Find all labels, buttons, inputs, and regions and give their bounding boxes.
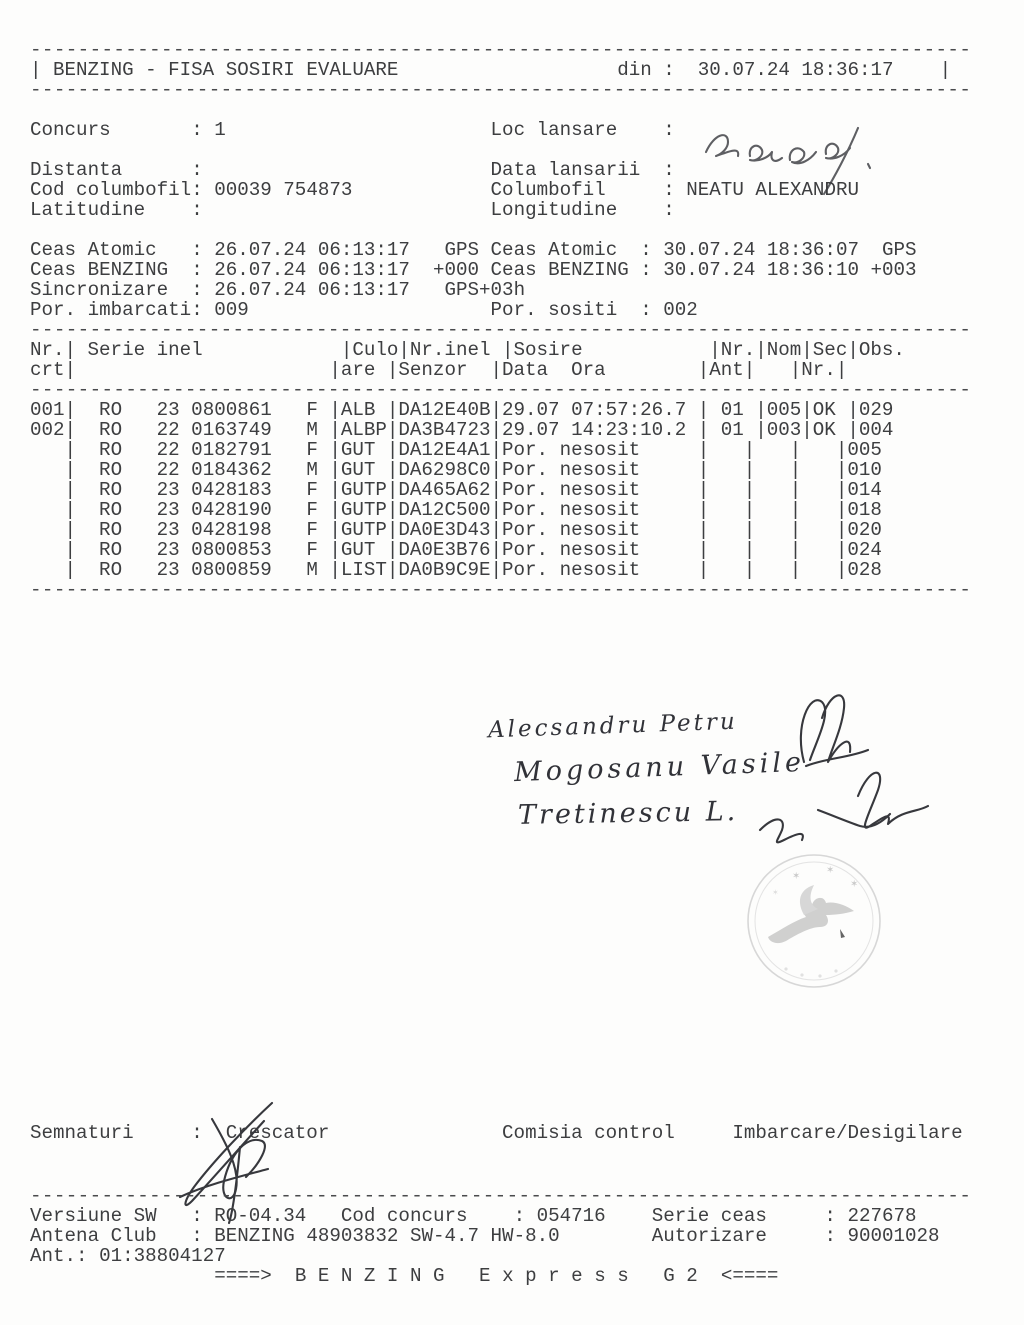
cell-sec xyxy=(801,440,836,460)
club-stamp xyxy=(744,851,884,991)
pipe-separator xyxy=(847,400,859,420)
colon-separator xyxy=(191,200,214,220)
distanta-label: Distanta xyxy=(30,159,123,181)
cell-sec: OK xyxy=(812,399,836,421)
colon-separator xyxy=(824,1206,847,1226)
pipe-separator xyxy=(744,540,756,560)
serie-ceas-value: 227678 xyxy=(847,1205,917,1227)
cell-sec xyxy=(801,560,836,580)
sincronizare-value: 26.07.24 06:13:17 GPS+03h xyxy=(214,279,526,301)
cell-culoare: ALB xyxy=(340,399,376,421)
pipe-separator xyxy=(744,480,756,500)
colon-separator xyxy=(514,1206,537,1226)
cell-serie: RO 23 0428183 F xyxy=(76,479,318,501)
pipe-separator xyxy=(755,340,767,360)
antena-club-value: BENZING 48903832 SW-4.7 HW-8.0 xyxy=(214,1225,560,1247)
comisia-control-label: Comisia control xyxy=(502,1122,675,1144)
pipe-separator xyxy=(836,360,848,380)
dashed-divider: ------------------------------------------------------------------------------- xyxy=(30,319,972,341)
cell-culoare: GUTP xyxy=(340,479,387,501)
cell-crt xyxy=(30,520,65,540)
colon-separator xyxy=(191,1206,214,1226)
dashed-divider: ------------------------------------------------------------------------------- xyxy=(30,579,972,601)
col-culoare: Culo xyxy=(352,339,399,361)
pipe-separator xyxy=(744,440,756,460)
pipe-separator xyxy=(847,340,859,360)
longitudine-label: Longitudine xyxy=(490,199,618,221)
latitudine-label: Latitudine xyxy=(30,199,146,221)
ceas-atomic-left-value: 26.07.24 06:13:17 GPS xyxy=(214,239,480,261)
pipe-separator xyxy=(329,540,341,560)
cell-crt: 002 xyxy=(30,419,65,441)
pipe-separator xyxy=(65,420,77,440)
colon-separator xyxy=(663,180,686,200)
clock-row-sincronizare xyxy=(30,280,971,300)
ceas-benzing-left-value: 26.07.24 06:13:17 +000 xyxy=(214,259,480,281)
colon-separator xyxy=(663,60,698,80)
cell-sosire: 29.07 14:23:10.2 xyxy=(502,419,687,441)
pipe-separator xyxy=(491,560,503,580)
table-row xyxy=(30,560,971,580)
ceas-benzing-label: Ceas BENZING xyxy=(30,259,169,281)
pipe-separator xyxy=(65,400,77,420)
ant-value: 01:38804127 xyxy=(99,1245,226,1267)
clock-row-porumbei xyxy=(30,300,971,320)
colon-separator xyxy=(663,120,686,140)
handwritten-name-1: Alecsandru Petru xyxy=(487,708,739,744)
pipe-separator xyxy=(65,340,77,360)
pipe-separator xyxy=(341,340,353,360)
cell-sosire: Por. nesosit xyxy=(502,439,641,461)
colon-separator xyxy=(191,300,214,320)
col-crt: crt xyxy=(30,359,65,381)
table-row xyxy=(30,520,971,540)
cell-serie: RO 23 0428190 F xyxy=(76,499,318,521)
cod-concurs-label: Cod concurs xyxy=(340,1205,468,1227)
svg-text:✶: ✶ xyxy=(792,871,801,882)
cell-obs: 028 xyxy=(847,559,882,581)
pipe-separator xyxy=(491,540,503,560)
clock-row-atomic xyxy=(30,240,971,260)
table-header-row-1 xyxy=(30,340,971,360)
colon-separator xyxy=(663,160,686,180)
pipe-separator xyxy=(387,560,399,580)
pipe-separator xyxy=(698,400,710,420)
cell-crt xyxy=(30,460,65,480)
cell-crt xyxy=(30,540,65,560)
cell-ant: 01 xyxy=(720,419,744,441)
colon-separator xyxy=(191,260,214,280)
pipe-separator xyxy=(491,500,503,520)
pipe-separator xyxy=(836,480,848,500)
colon-separator xyxy=(76,1246,99,1266)
latitudine-value-empty xyxy=(214,200,490,220)
pipe-separator xyxy=(387,540,399,560)
cell-obs: 020 xyxy=(847,519,882,541)
cell-senzor: DA3B4723 xyxy=(398,419,491,441)
pipe-separator xyxy=(698,360,710,380)
por-imbarcati-label: Por. imbarcati xyxy=(30,299,192,321)
benzing-express-banner: ====> B E N Z I N G E x p r e s s G 2 <==== xyxy=(214,1265,779,1287)
cell-culoare: ALBP xyxy=(340,419,387,441)
table-row xyxy=(30,480,971,500)
pipe-separator xyxy=(491,400,503,420)
table-row xyxy=(30,400,971,420)
pipe-separator xyxy=(387,500,399,520)
cell-nom xyxy=(755,440,790,460)
concurs-label: Concurs xyxy=(30,119,111,141)
pipe-separator xyxy=(65,500,77,520)
cell-ant xyxy=(709,520,744,540)
cell-culoare: GUT xyxy=(340,459,376,481)
cell-obs: 004 xyxy=(858,419,894,441)
pipe-separator xyxy=(836,560,848,580)
antena-club-label: Antena Club xyxy=(30,1225,157,1247)
cell-crt xyxy=(30,560,65,580)
col-serie: Serie inel xyxy=(87,339,203,361)
pipe-separator xyxy=(698,420,710,440)
pipe-separator xyxy=(698,460,710,480)
pipe-separator xyxy=(387,480,399,500)
pipe-separator xyxy=(329,440,341,460)
cell-sosire: Por. nesosit xyxy=(502,539,641,561)
cell-obs: 018 xyxy=(847,499,882,521)
cell-sosire: Por. nesosit xyxy=(502,499,641,521)
col-sosire: Sosire xyxy=(513,339,583,361)
pipe-separator xyxy=(329,400,341,420)
semnaturi-label: Semnaturi xyxy=(30,1122,134,1144)
columbofil-value: NEATU ALEXANDRU xyxy=(686,179,859,201)
cell-nom xyxy=(755,500,790,520)
pipe-separator xyxy=(65,360,77,380)
cell-sec xyxy=(801,520,836,540)
columbofil-label: Columbofil xyxy=(490,179,606,201)
cell-senzor: DA0B9C9E xyxy=(398,559,491,581)
versiune-sw-label: Versiune SW xyxy=(30,1205,157,1227)
pipe-separator xyxy=(65,560,77,580)
cell-sec: OK xyxy=(812,419,836,441)
versiune-sw-value: RO-04.34 xyxy=(214,1205,307,1227)
pipe-separator xyxy=(65,460,77,480)
table-row xyxy=(30,460,971,480)
pipe-separator xyxy=(801,400,813,420)
cell-obs: 010 xyxy=(847,459,882,481)
ceas-atomic-right-value: 30.07.24 18:36:07 GPS xyxy=(663,239,917,261)
handwritten-name-2: Mogosanu Vasile xyxy=(513,746,806,789)
cell-culoare: GUTP xyxy=(340,499,387,521)
por-sositi-value: 002 xyxy=(663,299,698,321)
ceas-atomic-label-right: Ceas Atomic xyxy=(490,239,618,261)
pipe-separator xyxy=(698,500,710,520)
cell-nom xyxy=(755,520,790,540)
pipe-separator xyxy=(398,340,410,360)
col-senzor: Senzor xyxy=(398,359,468,381)
col-ant: Nr. xyxy=(720,339,756,361)
por-sositi-label: Por. sositi xyxy=(490,299,618,321)
pipe-separator xyxy=(744,360,756,380)
pipe-separator xyxy=(790,440,802,460)
cell-serie: RO 22 0184362 M xyxy=(76,459,318,481)
ant-label: Ant. xyxy=(30,1245,77,1267)
table-header-row-2 xyxy=(30,360,971,380)
pipe-separator xyxy=(801,420,813,440)
pipe-separator xyxy=(329,360,341,380)
cell-sec xyxy=(801,460,836,480)
blank-line xyxy=(30,220,971,240)
cell-culoare: GUT xyxy=(340,439,376,461)
serie-ceas-label: Serie ceas xyxy=(651,1205,767,1227)
cell-sec xyxy=(801,480,836,500)
cell-ant xyxy=(709,540,744,560)
cell-sosire: 29.07 07:57:26.7 xyxy=(502,399,687,421)
cell-ant xyxy=(709,500,744,520)
pipe-separator xyxy=(836,520,848,540)
pipe-separator xyxy=(836,540,848,560)
pipe-separator xyxy=(698,480,710,500)
pipe-separator xyxy=(65,440,77,460)
pipe-separator xyxy=(491,440,503,460)
cell-nom: 005 xyxy=(766,399,802,421)
col-ant: Ant xyxy=(709,359,744,381)
cell-crt: 001 xyxy=(30,399,65,421)
cell-serie: RO 22 0163749 M xyxy=(76,419,318,441)
pipe-separator xyxy=(790,480,802,500)
cell-culoare: GUTP xyxy=(340,519,387,541)
table-row xyxy=(30,500,971,520)
dashed-divider: ------------------------------------------------------------------------------- xyxy=(30,79,972,101)
pipe-separator xyxy=(491,520,503,540)
pipe-separator xyxy=(387,440,399,460)
pipe-separator xyxy=(698,560,710,580)
print-date-label: din xyxy=(617,59,652,81)
sincronizare-label: Sincronizare xyxy=(30,279,169,301)
pipe-separator xyxy=(491,480,503,500)
pipe-separator xyxy=(65,520,77,540)
cell-serie: RO 23 0800861 F xyxy=(76,399,318,421)
colon-separator xyxy=(191,180,214,200)
cell-crt xyxy=(30,440,65,460)
col-nom xyxy=(755,360,790,380)
handwritten-name-3: Tretinescu L. xyxy=(517,796,739,831)
col-culoare: are xyxy=(340,359,376,381)
cell-ant xyxy=(709,560,744,580)
pipe-separator xyxy=(329,520,341,540)
ink-speck xyxy=(840,929,845,938)
pipe-separator xyxy=(65,480,77,500)
pipe-separator xyxy=(836,440,848,460)
pipe-separator xyxy=(790,520,802,540)
cod-columbofil-value: 00039 754873 xyxy=(214,179,353,201)
cell-crt xyxy=(30,480,65,500)
pipe-separator xyxy=(755,400,767,420)
cell-senzor: DA12E4A1 xyxy=(398,439,491,461)
colon-separator xyxy=(640,260,663,280)
pipe-separator xyxy=(329,460,341,480)
col-serie xyxy=(76,360,329,380)
dashed-divider: ------------------------------------------------------------------------------- xyxy=(30,1185,972,1207)
report-header-line xyxy=(30,60,971,80)
cell-sec xyxy=(801,500,836,520)
pipe-separator xyxy=(836,460,848,480)
svg-text:✶: ✶ xyxy=(772,888,779,897)
por-imbarcati-value: 009 xyxy=(214,299,249,321)
col-crt: Nr. xyxy=(30,339,65,361)
dashed-divider: ------------------------------------------------------------------------------- xyxy=(30,379,972,401)
cell-senzor: DA0E3B76 xyxy=(398,539,491,561)
cell-sosire: Por. nesosit xyxy=(502,519,641,541)
autorizare-value: 90001028 xyxy=(847,1225,940,1247)
clock-row-benzing xyxy=(30,260,971,280)
col-obs xyxy=(847,360,893,380)
pipe-separator xyxy=(790,540,802,560)
sheet-footer-block xyxy=(30,1186,971,1286)
cell-senzor: DA465A62 xyxy=(398,479,491,501)
svg-text:✶: ✶ xyxy=(850,879,859,890)
col-sosire: Data Ora xyxy=(502,359,606,381)
cell-ant xyxy=(709,480,744,500)
pipe-separator xyxy=(790,460,802,480)
cell-nom: 003 xyxy=(766,419,802,441)
svg-text:✶: ✶ xyxy=(826,865,835,876)
pipe-separator xyxy=(790,500,802,520)
ceas-benzing-right-value: 30.07.24 18:36:10 +003 xyxy=(663,259,917,281)
report-title: BENZING - FISA SOSIRI EVALUARE xyxy=(53,59,399,81)
pipe-separator xyxy=(790,360,802,380)
signature-committee-2 xyxy=(820,752,940,852)
cell-senzor: DA12C500 xyxy=(398,499,491,521)
col-sec: Sec xyxy=(812,339,848,361)
table-row xyxy=(30,440,971,460)
loc-lansare-label: Loc lansare xyxy=(490,119,618,141)
cell-obs: 024 xyxy=(847,539,882,561)
cell-senzor: DA0E3D43 xyxy=(398,519,491,541)
ceas-benzing-label-right: Ceas BENZING xyxy=(490,259,629,281)
data-lansarii-label: Data lansarii xyxy=(490,159,641,181)
colon-separator xyxy=(191,240,214,260)
distanta-value-empty xyxy=(214,160,490,180)
cell-nom xyxy=(755,560,790,580)
colon-separator xyxy=(640,240,663,260)
pipe-separator xyxy=(709,340,721,360)
pipe-separator xyxy=(698,520,710,540)
print-date-value: 30.07.24 18:36:17 xyxy=(697,59,894,81)
cod-columbofil-label: Cod columbofil xyxy=(30,179,192,201)
autorizare-label: Autorizare xyxy=(651,1225,767,1247)
footer-row-1 xyxy=(30,1206,971,1226)
colon-separator xyxy=(191,120,214,140)
pipe-separator xyxy=(329,480,341,500)
pipe-separator xyxy=(387,400,399,420)
pipe-separator xyxy=(744,500,756,520)
cell-obs: 029 xyxy=(858,399,894,421)
cell-senzor: DA6298C0 xyxy=(398,459,491,481)
pipe-separator xyxy=(801,340,813,360)
cell-nom xyxy=(755,480,790,500)
col-senzor: Nr.inel xyxy=(409,339,491,361)
pipe-separator xyxy=(329,560,341,580)
crescator-label: Crescator xyxy=(225,1122,330,1144)
cell-culoare: LIST xyxy=(340,559,387,581)
col-obs: Obs. xyxy=(858,339,905,361)
pipe-separator xyxy=(698,540,710,560)
dashed-divider: ------------------------------------------------------------------------------- xyxy=(30,39,972,61)
cell-sosire: Por. nesosit xyxy=(502,559,641,581)
pipe-separator xyxy=(387,360,399,380)
colon-separator xyxy=(191,160,214,180)
cell-crt xyxy=(30,500,65,520)
concurs-value: 1 xyxy=(214,119,226,141)
cell-sosire: Por. nesosit xyxy=(502,459,641,481)
ceas-atomic-label: Ceas Atomic xyxy=(30,239,157,261)
cell-sec xyxy=(801,540,836,560)
colon-separator xyxy=(663,200,686,220)
pipe-separator xyxy=(847,420,859,440)
pipe-separator xyxy=(387,420,399,440)
cell-sosire: Por. nesosit xyxy=(502,479,641,501)
table-row xyxy=(30,540,971,560)
colon-separator xyxy=(191,280,214,300)
pipe-separator xyxy=(65,540,77,560)
spacer xyxy=(894,60,940,80)
pipe-separator xyxy=(755,420,767,440)
footer-row-3 xyxy=(30,1246,971,1266)
col-nom: Nom xyxy=(766,339,802,361)
pipe-separator xyxy=(329,420,341,440)
colon-separator xyxy=(640,300,663,320)
pipe-separator xyxy=(698,440,710,460)
pipe-separator xyxy=(387,520,399,540)
pipe-separator xyxy=(744,460,756,480)
pipe-separator xyxy=(30,60,42,80)
cell-nom xyxy=(755,540,790,560)
pipe-separator xyxy=(744,520,756,540)
handwritten-loc-lansare xyxy=(698,112,898,207)
cell-serie: RO 23 0800853 F xyxy=(76,539,318,561)
pipe-separator xyxy=(836,500,848,520)
cell-nom xyxy=(755,460,790,480)
pipe-separator xyxy=(744,560,756,580)
colon-separator xyxy=(191,1226,214,1246)
pipe-separator xyxy=(491,420,503,440)
pipe-separator xyxy=(491,360,503,380)
cell-serie: RO 23 0428198 F xyxy=(76,519,318,541)
table-row xyxy=(30,420,971,440)
cell-serie: RO 23 0800859 M xyxy=(76,559,318,581)
col-sec: Nr. xyxy=(801,359,836,381)
colon-separator xyxy=(824,1226,847,1246)
pipe-separator xyxy=(387,460,399,480)
cell-serie: RO 22 0182791 F xyxy=(76,439,318,461)
pipe-separator xyxy=(329,500,341,520)
pipe-separator xyxy=(491,460,503,480)
cell-ant xyxy=(709,440,744,460)
cell-obs: 014 xyxy=(847,479,882,501)
pipe-separator xyxy=(502,340,514,360)
cell-culoare: GUT xyxy=(340,539,376,561)
footer-banner-line xyxy=(30,1266,971,1286)
footer-row-2 xyxy=(30,1226,971,1246)
cell-ant xyxy=(709,460,744,480)
pipe-separator xyxy=(790,560,802,580)
cell-senzor: DA12E40B xyxy=(398,399,491,421)
cell-ant: 01 xyxy=(720,399,744,421)
imbarcare-desigilare-label: Imbarcare/Desigilare xyxy=(732,1122,963,1144)
cell-obs: 005 xyxy=(847,439,882,461)
cod-concurs-value: 054716 xyxy=(536,1205,606,1227)
pipe-separator xyxy=(940,60,952,80)
